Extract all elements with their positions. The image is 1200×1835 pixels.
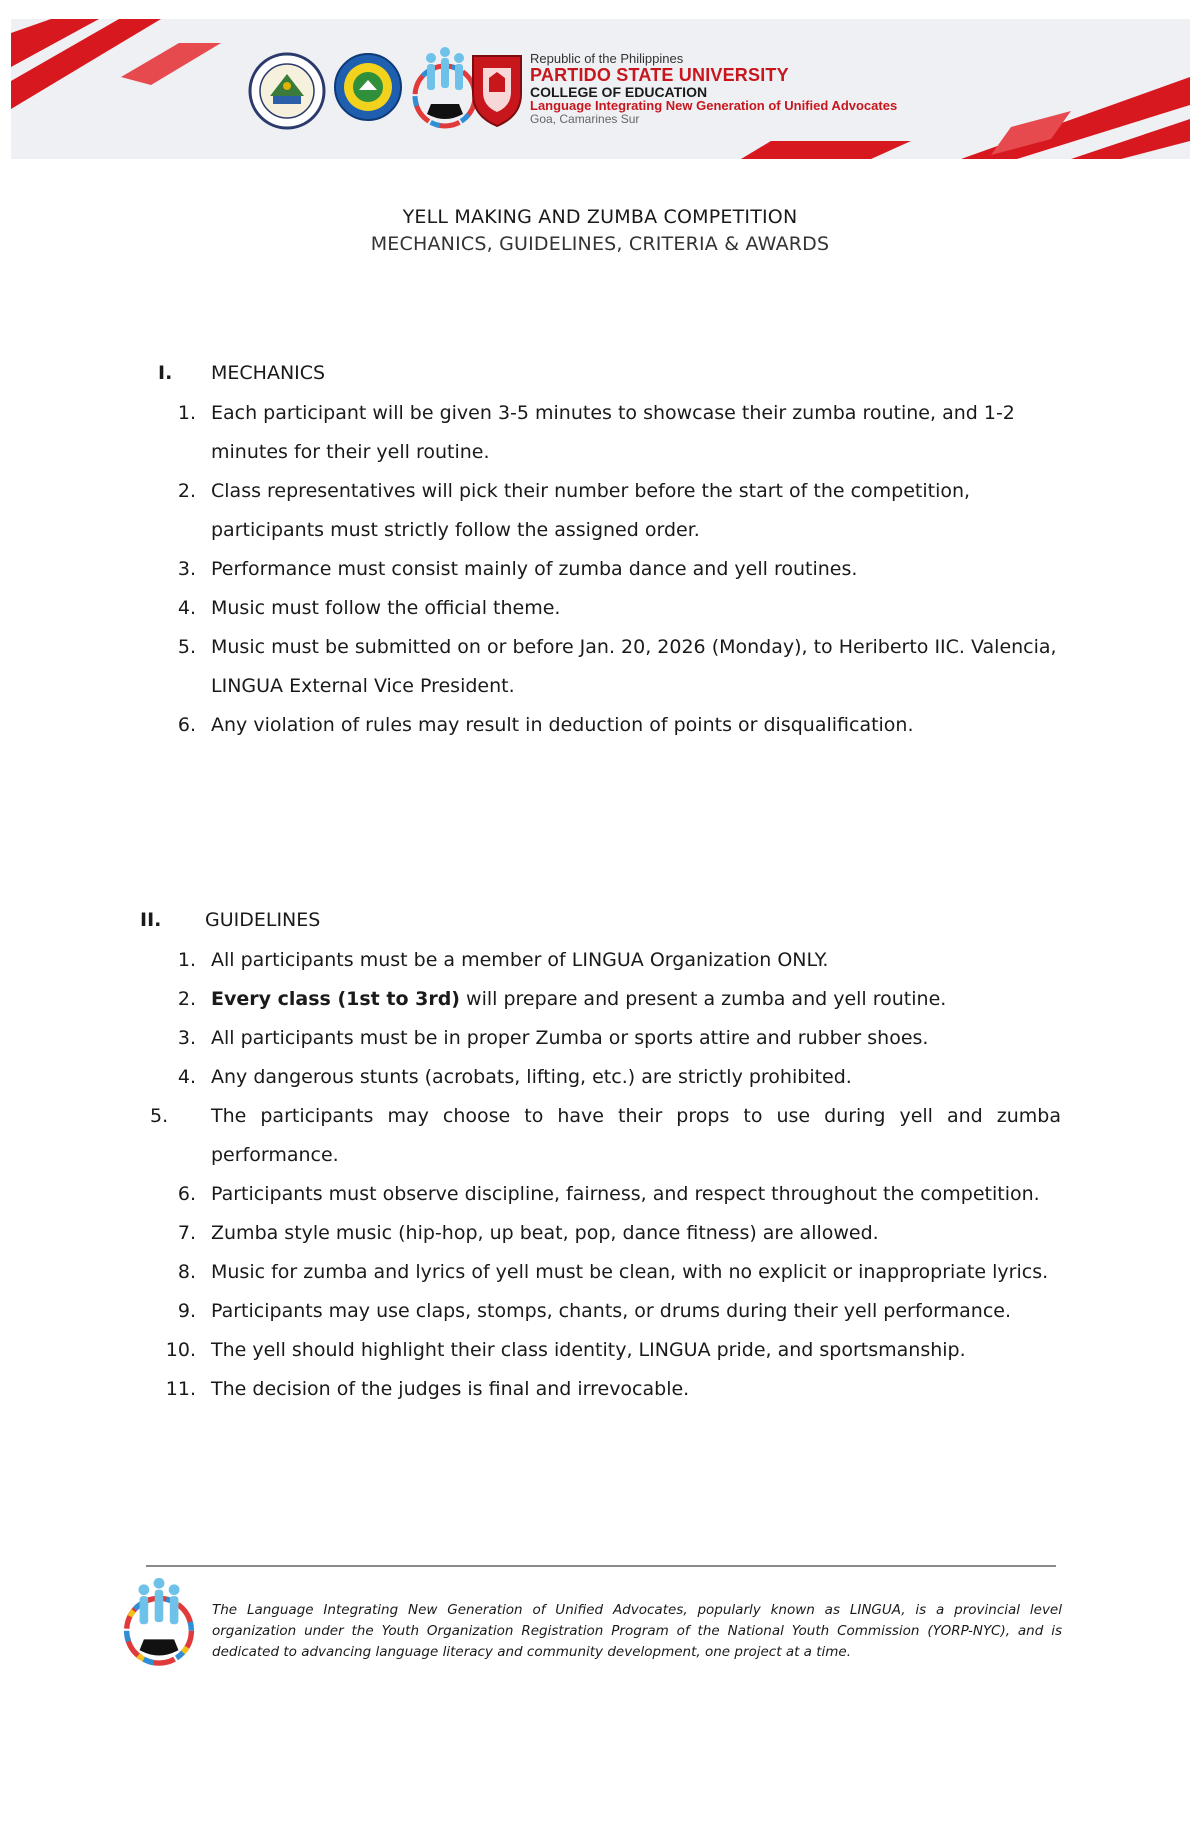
footer-description: The Language Integrating New Generation of Unified Advocates, popularly known as LINGUA, is a provincial level organization under the Youth Organization Registration Program of the National Youth Commission (YORP-NYC), and is dedicated to advancing language literacy and community development, one project at a time. xyxy=(212,1602,1062,1660)
list-item: 10. The yell should highlight their class identity, LINGUA pride, and sportsmanship. xyxy=(165,1339,966,1361)
list-item: 9. Participants may use claps, stomps, chants, or drums during their yell performance. xyxy=(177,1300,1012,1322)
university-seal-logo xyxy=(248,52,326,130)
guidelines-numeral: II. xyxy=(140,909,162,931)
list-item: 3. All participants must be in proper Zumba or sports attire and rubber shoes. xyxy=(177,1027,929,1049)
list-item: 1. All participants must be a member of LINGUA Organization ONLY. xyxy=(177,949,829,971)
list-item: 4. Any dangerous stunts (acrobats, lifting, etc.) are strictly prohibited. xyxy=(177,1066,852,1088)
guidelines-list xyxy=(0,941,1200,1409)
list-item: 5. The participants may choose to have their props to use during yell and zumba performance. xyxy=(150,1105,1061,1166)
footer-divider xyxy=(146,1565,1056,1567)
organization-name: Language Integrating New Generation of Unified Advocates xyxy=(530,98,898,114)
republic-label: Republic of the Philippines xyxy=(530,51,684,66)
list-item: 8. Music for zumba and lyrics of yell must be clean, with no explicit or inappropriate lyrics. xyxy=(177,1261,1049,1283)
list-item: 1. Each participant will be given 3-5 minutes to showcase their zumba routine, and 1-2 minutes for their yell routine. xyxy=(177,402,1015,463)
mechanics-title: MECHANICS xyxy=(211,362,326,384)
list-item: 3. Performance must consist mainly of zumba dance and yell routines. xyxy=(177,558,858,580)
list-item: 4. Music must follow the official theme. xyxy=(177,597,561,619)
guidelines-title: GUIDELINES xyxy=(205,909,321,931)
mechanics-heading xyxy=(0,362,1200,388)
college-seal-logo xyxy=(333,52,403,122)
mechanics-list xyxy=(0,394,1200,745)
footer-lingua-logo xyxy=(118,1573,200,1669)
shield-logo xyxy=(469,48,525,128)
college-name: COLLEGE OF EDUCATION xyxy=(530,83,708,100)
location-label: Goa, Camarines Sur xyxy=(530,111,640,126)
university-name: PARTIDO STATE UNIVERSITY xyxy=(530,64,789,85)
list-item: 2. Class representatives will pick their number before the start of the competition, participants must strictly follow the assigned order. xyxy=(177,480,971,541)
emphasis-text: Every class (1st to 3rd) xyxy=(211,988,460,1010)
list-item: 6. Participants must observe discipline, fairness, and respect throughout the competition. xyxy=(177,1183,1040,1205)
list-item: 11. The decision of the judges is final and irrevocable. xyxy=(165,1378,690,1400)
list-item: 2. Every class (1st to 3rd) will prepare and present a zumba and yell routine. xyxy=(177,988,947,1010)
document-title: YELL MAKING AND ZUMBA COMPETITION xyxy=(402,206,798,228)
list-item: 5. Music must be submitted on or before Jan. 20, 2026 (Monday), to Heriberto IIC. Valencia, LINGUA External Vice President. xyxy=(177,636,1057,697)
guidelines-heading xyxy=(0,909,1200,935)
list-item: 7. Zumba style music (hip-hop, up beat, pop, dance fitness) are allowed. xyxy=(177,1222,879,1244)
header-banner xyxy=(11,19,1190,159)
mechanics-numeral: I. xyxy=(158,362,173,384)
list-item: 6. Any violation of rules may result in deduction of points or disqualification. xyxy=(177,714,914,736)
document-subtitle: MECHANICS, GUIDELINES, CRITERIA & AWARDS xyxy=(370,233,830,255)
university-heading xyxy=(530,52,897,125)
